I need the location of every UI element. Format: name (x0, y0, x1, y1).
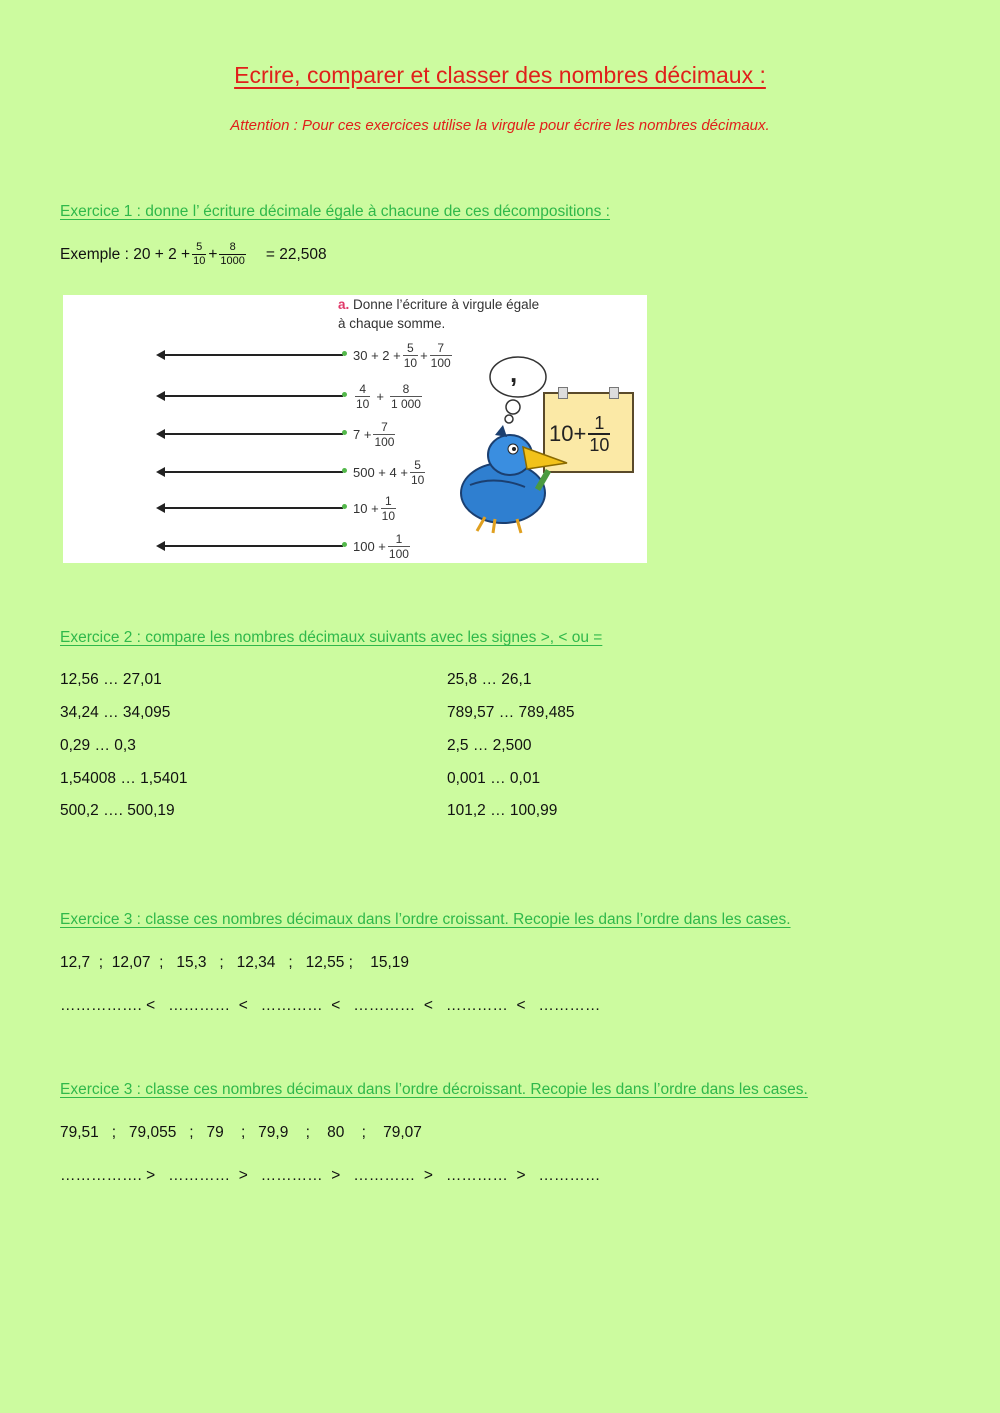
row-dot (342, 504, 347, 509)
compare-right-4: 0,001 … 0,01 (447, 770, 541, 787)
answer-arrow (158, 545, 343, 547)
example-plus: + (208, 245, 218, 263)
compare-right-5: 101,2 … 100,99 (447, 802, 558, 819)
exercise-2-heading: Exercice 2 : compare les nombres décimaux suivants avec les signes >, < ou = (60, 629, 603, 646)
answer-arrow (158, 433, 343, 435)
example-fraction-1: $\frac{5}{10}$ (193, 241, 206, 267)
example-result: = 22,508 (265, 245, 327, 263)
answer-arrow (158, 354, 343, 356)
textbook-picture (63, 295, 647, 563)
sum-row: 30 + 2 + $\frac{5}{10}$ + $\frac{7}{100}$ (63, 340, 647, 370)
answer-arrow (158, 507, 343, 509)
row-dot (342, 430, 347, 435)
row-dot (342, 351, 347, 356)
example-prefix: Exemple : 20 + 2 + (60, 245, 191, 263)
answer-arrow (158, 471, 343, 473)
row-dot (342, 468, 347, 473)
compare-right-2: 789,57 … 789,485 (447, 704, 575, 721)
descending-numbers: 79,51 ; 79,055 ; 79 ; 79,9 ; 80 ; 79,07 (60, 1124, 422, 1141)
compare-right-1: 25,8 … 26,1 (447, 671, 532, 688)
compare-left-3: 0,29 … 0,3 (60, 737, 136, 754)
panel-instruction: a. Donne l’écriture à virgule égale à chaque somme. (338, 297, 540, 331)
row-dot (342, 542, 347, 547)
crow-mascot-icon (455, 425, 585, 535)
row-dot (342, 392, 347, 397)
sum-row: $\frac{4}{10}$ + $\frac{8}{1 000}$ (63, 381, 647, 411)
attention-note: Attention : Pour ces exercices utilise la virgule pour écrire les nombres décimaux. (230, 117, 770, 134)
board-expression: 10+ $\frac{1}{10}$ (549, 413, 610, 455)
descending-answer-line[interactable]: ……………. > ………… > ………… > ………… > ………… > ………… (60, 1167, 601, 1184)
page-title: Ecrire, comparer et classer des nombres décimaux : (234, 62, 766, 88)
bubble-comma: , (510, 358, 518, 388)
example-fraction-2: $\frac{8}{1000}$ (220, 241, 245, 267)
ascending-numbers: 12,7 ; 12,07 ; 15,3 ; 12,34 ; 12,55 ; 15,19 (60, 954, 409, 971)
compare-right-3: 2,5 … 2,500 (447, 737, 532, 754)
exercise-1-heading: Exercice 1 : donne l’ écriture décimale égale à chacune de ces décompositions : (60, 203, 610, 220)
sum-row: 7 + $\frac{7}{100}$ (63, 419, 647, 449)
ascending-answer-line[interactable]: ……………. < ………… < ………… < ………… < ………… < ………… (60, 997, 601, 1014)
example-line (60, 241, 327, 268)
answer-arrow (158, 395, 343, 397)
compare-left-5: 500,2 …. 500,19 (60, 802, 175, 819)
exercise-3-heading: Exercice 3 : classe ces nombres décimaux dans l’ordre croissant. Recopie les dans l’ordre dans les cases. (60, 911, 791, 928)
compare-left-4: 1,54008 … 1,5401 (60, 770, 188, 787)
sum-row: 10 + $\frac{1}{10}$ (63, 493, 647, 523)
exercise-4-heading: Exercice 3 : classe ces nombres décimaux dans l’ordre décroissant. Recopie les dans l’ordre dans les cases. (60, 1081, 808, 1098)
compare-left-1: 12,56 … 27,01 (60, 671, 162, 688)
clip-icon (609, 387, 619, 399)
compare-left-2: 34,24 … 34,095 (60, 704, 171, 721)
sum-row: 100 + $\frac{1}{100}$ (63, 531, 647, 561)
sum-row: 500 + 4 + $\frac{5}{10}$ (63, 457, 647, 487)
clip-icon (558, 387, 568, 399)
